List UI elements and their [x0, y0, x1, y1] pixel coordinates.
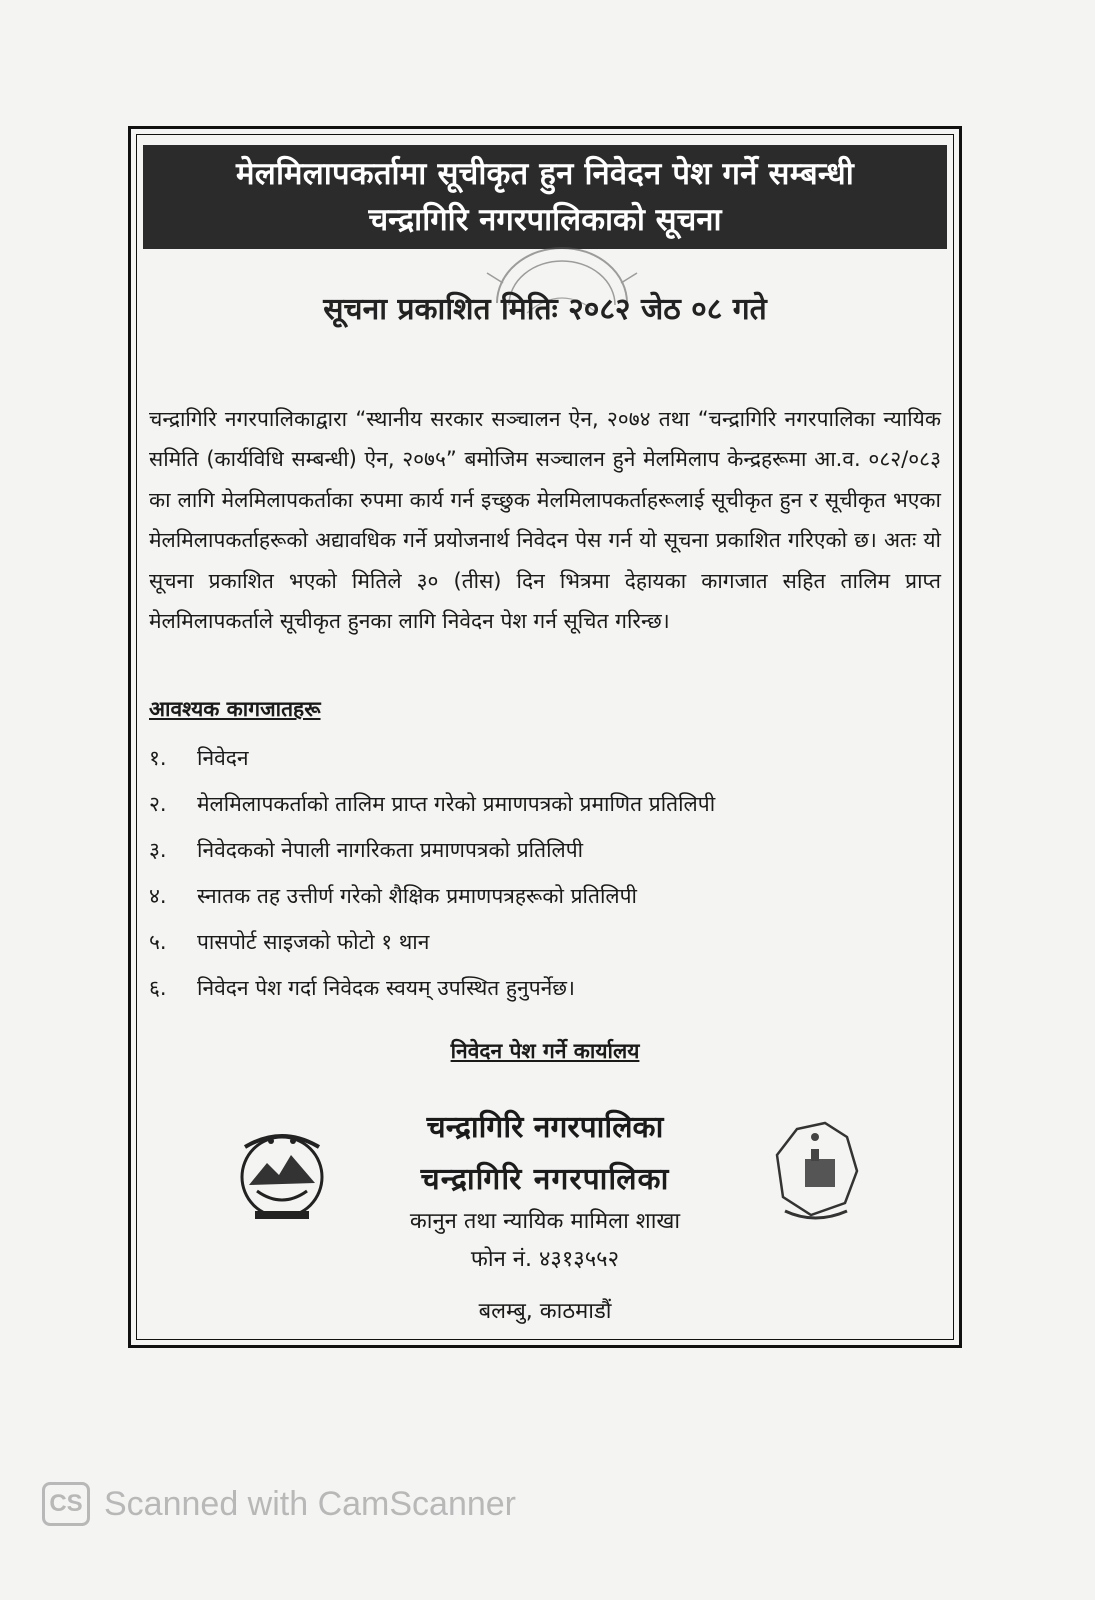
organization-name: चन्द्रागिरि नगरपालिका — [426, 1110, 664, 1145]
notice-headline — [143, 145, 947, 249]
required-document-item — [149, 919, 941, 965]
required-document-number: ३. — [149, 838, 167, 862]
camscanner-watermark — [42, 1482, 516, 1526]
watermark-text: Scanned with CamScanner — [104, 1484, 517, 1523]
notice-border — [128, 126, 962, 1348]
required-document-text: पासपोर्ट साइजको फोटो १ थान — [197, 930, 430, 954]
required-documents-list — [149, 735, 941, 1011]
notice-body-paragraph: चन्द्रागिरि नगरपालिकाद्वारा “स्थानीय सरकार सञ्चालन ऐन, २०७४ तथा “चन्द्रागिरि नगरपालिका न्यायिक समिति (कार्यविधि सम्बन्धी) ऐन, २०७५” बमोजिम सञ्चालन हुने मेलमिलाप केन्द्रहरूमा आ.व. ०८२/०८३ का लागि मेलमिलापकर्ताका रुपमा कार्य गर्न इच्छुक मेलमिलापकर्ताहरूलाई सूचीकृत हुन र सूचीकृत भएका मेलमिलापकर्ताहरूको अद्यावधिक गर्ने प्रयोजनार्थ निवेदन पेस गर्न यो सूचना प्रकाशित गरिएको छ। अतः यो सूचना प्रकाशित भएको मितिले ३० (तीस) दिन भित्रमा देहायका कागजात सहित तालिम प्राप्त मेलमिलापकर्ताले सूचीकृत हुनका लागि निवेदन पेश गर्न सूचित गरिन्छ। — [149, 407, 941, 634]
required-document-text: मेलमिलापकर्ताको तालिम प्राप्त गरेको प्रमाणपत्रको प्रमाणित प्रतिलिपी — [197, 792, 716, 816]
required-document-item — [149, 827, 941, 873]
municipality-logo-icon — [767, 1115, 863, 1225]
required-document-number: १. — [149, 746, 167, 770]
headline-line-1: मेलमिलापकर्तामा सूचीकृत हुन निवेदन पेश गर्ने सम्बन्धी — [236, 156, 854, 192]
required-document-text: निवेदन पेश गर्दा निवेदक स्वयम् उपस्थित हुनुपर्नेछ। — [197, 976, 575, 1000]
required-document-number: ५. — [149, 930, 167, 954]
required-document-item — [149, 965, 941, 1011]
required-document-number: ४. — [149, 884, 167, 908]
required-document-number: ६. — [149, 976, 167, 1000]
required-document-number: २. — [149, 792, 167, 816]
required-document-item — [149, 873, 941, 919]
required-document-item — [149, 781, 941, 827]
office-address: बलम्बु, काठमाडौं — [478, 1299, 612, 1324]
headline-line-2: चन्द्रागिरि नगरपालिकाको सूचना — [368, 202, 722, 238]
organization-stamp: चन्द्रागिरि नगरपालिका — [420, 1162, 670, 1197]
office-phone: फोन नं. ४३१३५५२ — [470, 1247, 620, 1272]
required-document-text: निवेदकको नेपाली नागरिकता प्रमाणपत्रको प्रतिलिपी — [197, 838, 584, 862]
submission-office-heading: निवेदन पेश गर्ने कार्यालय — [450, 1039, 640, 1063]
required-document-text: निवेदन — [197, 746, 249, 770]
camscanner-logo-icon: CS — [42, 1482, 90, 1526]
required-document-text: स्नातक तह उत्तीर्ण गरेको शैक्षिक प्रमाणपत्रहरूको प्रतिलिपी — [197, 884, 637, 908]
required-documents-heading: आवश्यक कागजातहरू — [149, 697, 321, 721]
notice-frame — [136, 134, 954, 1340]
required-document-item — [149, 735, 941, 781]
published-date: सूचना प्रकाशित मितिः २०८२ जेठ ०८ गते — [323, 292, 767, 327]
office-branch: कानुन तथा न्यायिक मामिला शाखा — [409, 1209, 681, 1234]
